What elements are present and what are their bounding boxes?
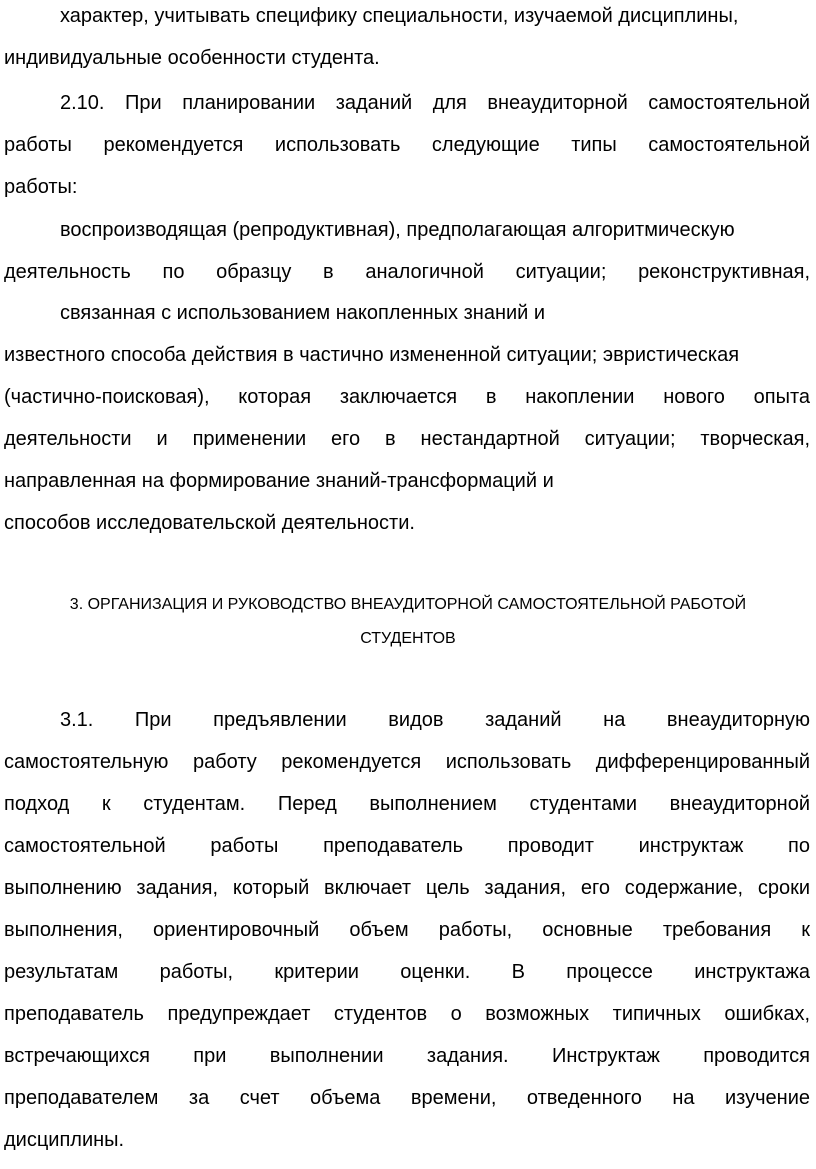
text-line: преподавателем за счет объема времени, отведенного на изучение [4, 1087, 810, 1109]
text-line: выполнению задания, который включает цель задания, его содержание, сроки [4, 877, 810, 899]
text-line: воспроизводящая (репродуктивная), предполагающая алгоритмическую [60, 219, 735, 241]
text-line: самостоятельной работы преподаватель проводит инструктаж по [4, 835, 810, 857]
text-line: самостоятельную работу рекомендуется использовать дифференцированный [4, 751, 810, 773]
text-line: характер, учитывать специфику специальности, изучаемой дисциплины, [60, 5, 739, 27]
text-line: результатам работы, критерии оценки. В процессе инструктажа [4, 961, 810, 983]
text-line: 2.10. При планировании заданий для внеаудиторной самостоятельной [60, 92, 810, 114]
text-line: выполнения, ориентировочный объем работы, основные требования к [4, 919, 810, 941]
text-line: встречающихся при выполнении задания. Инструктаж проводится [4, 1045, 810, 1067]
text-line: работы рекомендуется использовать следующие типы самостоятельной [4, 134, 810, 156]
text-line: деятельности и применении его в нестандартной ситуации; творческая, [4, 428, 810, 450]
section-heading: СТУДЕНТОВ [360, 630, 456, 647]
text-line: работы: [4, 176, 78, 198]
text-line: направленная на формирование знаний-трансформаций и [4, 470, 554, 492]
text-line: известного способа действия в частично измененной ситуации; эвристическая [4, 344, 740, 366]
text-line: дисциплины. [4, 1129, 125, 1151]
text-line: индивидуальные особенности студента. [4, 47, 380, 69]
text-line: 3.1. При предъявлении видов заданий на внеаудиторную [60, 709, 810, 731]
text-line: подход к студентам. Перед выполнением студентами внеаудиторной [4, 793, 810, 815]
text-line: деятельность по образцу в аналогичной ситуации; реконструктивная, [4, 261, 810, 283]
text-line: преподаватель предупреждает студентов о возможных типичных ошибках, [4, 1003, 810, 1025]
text-line: связанная с использованием накопленных знаний и [60, 302, 546, 324]
section-heading: 3. ОРГАНИЗАЦИЯ И РУКОВОДСТВО ВНЕАУДИТОРНОЙ САМОСТОЯТЕЛЬНОЙ РАБОТОЙ [69, 596, 747, 613]
text-line: способов исследовательской деятельности. [4, 512, 415, 534]
text-line: (частично-поисковая), которая заключается в накоплении нового опыта [4, 386, 810, 408]
